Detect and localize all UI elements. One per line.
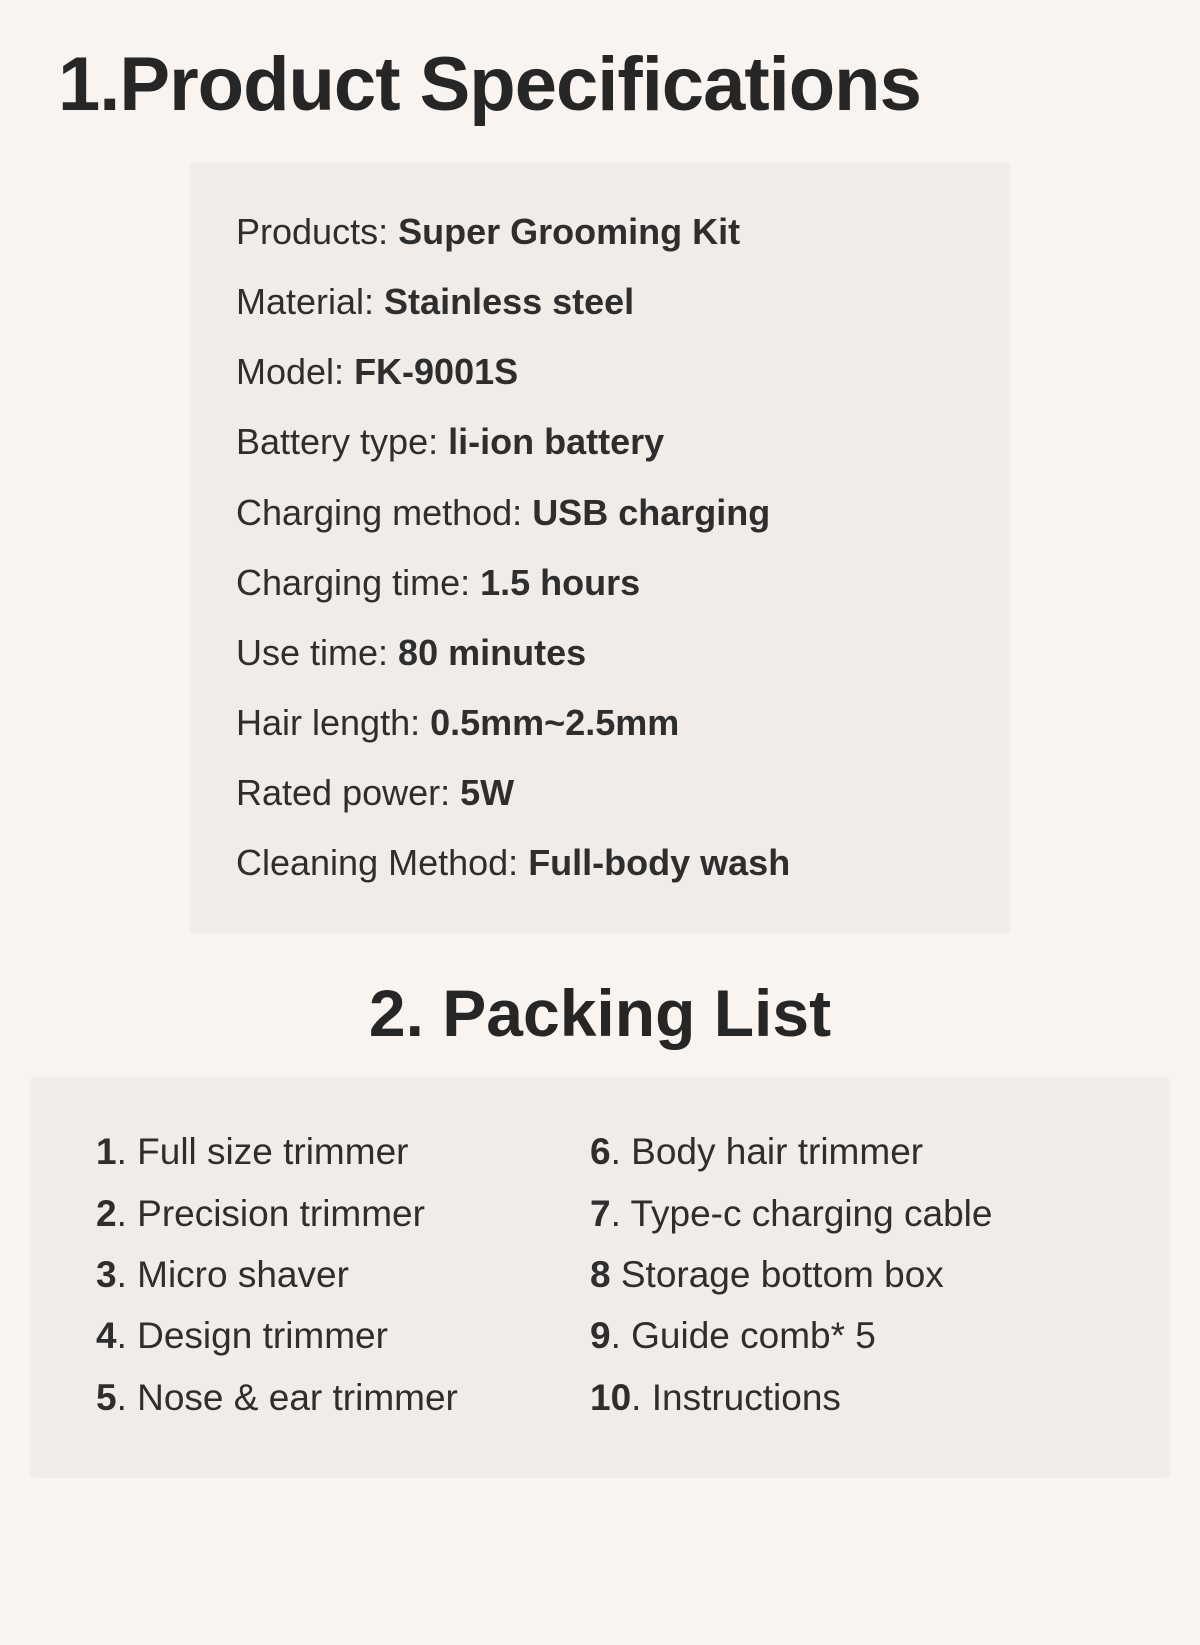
spec-value: Full-body wash — [528, 842, 791, 884]
page-title-specifications: 1.Product Specifications — [58, 42, 921, 127]
spec-label: Material: — [236, 280, 385, 322]
list-item-number: 3 — [96, 1253, 117, 1295]
spec-value: 1.5 hours — [480, 561, 641, 603]
spec-row — [236, 618, 970, 688]
packing-list-panel — [30, 1077, 1170, 1478]
list-item — [96, 1369, 570, 1426]
list-item-number: 8 — [590, 1253, 611, 1295]
spec-label: Rated power: — [236, 772, 461, 814]
list-item-number: 6 — [590, 1131, 611, 1173]
spec-row — [236, 407, 970, 477]
product-spec-page — [0, 42, 1200, 1645]
spec-value: 0.5mm~2.5mm — [430, 702, 680, 744]
spec-row — [236, 478, 970, 548]
list-item-label: . Instructions — [631, 1376, 841, 1418]
list-item-label: . Type-c charging cable — [610, 1192, 993, 1234]
list-item-label: . Full size trimmer — [116, 1131, 409, 1173]
list-item-label: . Precision trimmer — [116, 1192, 425, 1234]
list-item — [96, 1185, 570, 1242]
list-item-number: 5 — [96, 1376, 117, 1418]
list-item — [590, 1123, 1130, 1180]
spec-value: Stainless steel — [384, 280, 635, 322]
list-item — [96, 1307, 570, 1364]
spec-row — [236, 758, 970, 828]
spec-value: 80 minutes — [398, 631, 587, 673]
specifications-panel — [190, 163, 1010, 933]
spec-row — [236, 337, 970, 407]
list-item-number: 2 — [96, 1192, 117, 1234]
spec-row — [236, 828, 970, 898]
spec-label: Charging method: — [236, 491, 533, 533]
list-item — [590, 1369, 1130, 1426]
list-item-label: Storage bottom box — [610, 1253, 944, 1295]
list-item — [96, 1123, 570, 1180]
spec-row — [236, 197, 970, 267]
spec-value: USB charging — [532, 491, 771, 533]
list-item-number: 7 — [590, 1192, 611, 1234]
spec-label: Hair length: — [236, 702, 431, 744]
list-item-label: . Nose & ear trimmer — [116, 1376, 458, 1418]
list-item — [590, 1185, 1130, 1242]
spec-label: Products: — [236, 210, 399, 252]
spec-value: li-ion battery — [448, 421, 665, 463]
spec-row — [236, 267, 970, 337]
spec-label: Use time: — [236, 631, 399, 673]
spec-label: Charging time: — [236, 561, 481, 603]
list-item-label: . Micro shaver — [116, 1253, 349, 1295]
list-item-number: 1 — [96, 1131, 117, 1173]
list-item-label: . Body hair trimmer — [610, 1131, 924, 1173]
list-item — [96, 1246, 570, 1303]
packing-list-column-right — [570, 1123, 1130, 1426]
spec-value: FK-9001S — [354, 351, 519, 393]
spec-row — [236, 688, 970, 758]
list-item — [590, 1307, 1130, 1364]
spec-label: Cleaning Method: — [236, 842, 529, 884]
list-item-number: 4 — [96, 1315, 117, 1357]
page-title-packing-list: 2. Packing List — [368, 975, 832, 1050]
list-item-label: . Design trimmer — [116, 1315, 388, 1357]
list-item-label: . Guide comb* 5 — [610, 1315, 876, 1357]
spec-row — [236, 548, 970, 618]
list-item — [590, 1246, 1130, 1303]
spec-label: Battery type: — [236, 421, 449, 463]
spec-value: Super Grooming Kit — [398, 210, 741, 252]
packing-list-column-left — [50, 1123, 570, 1426]
list-item-number: 10 — [590, 1376, 632, 1418]
spec-label: Model: — [236, 351, 355, 393]
spec-value: 5W — [460, 772, 515, 814]
list-item-number: 9 — [590, 1315, 611, 1357]
